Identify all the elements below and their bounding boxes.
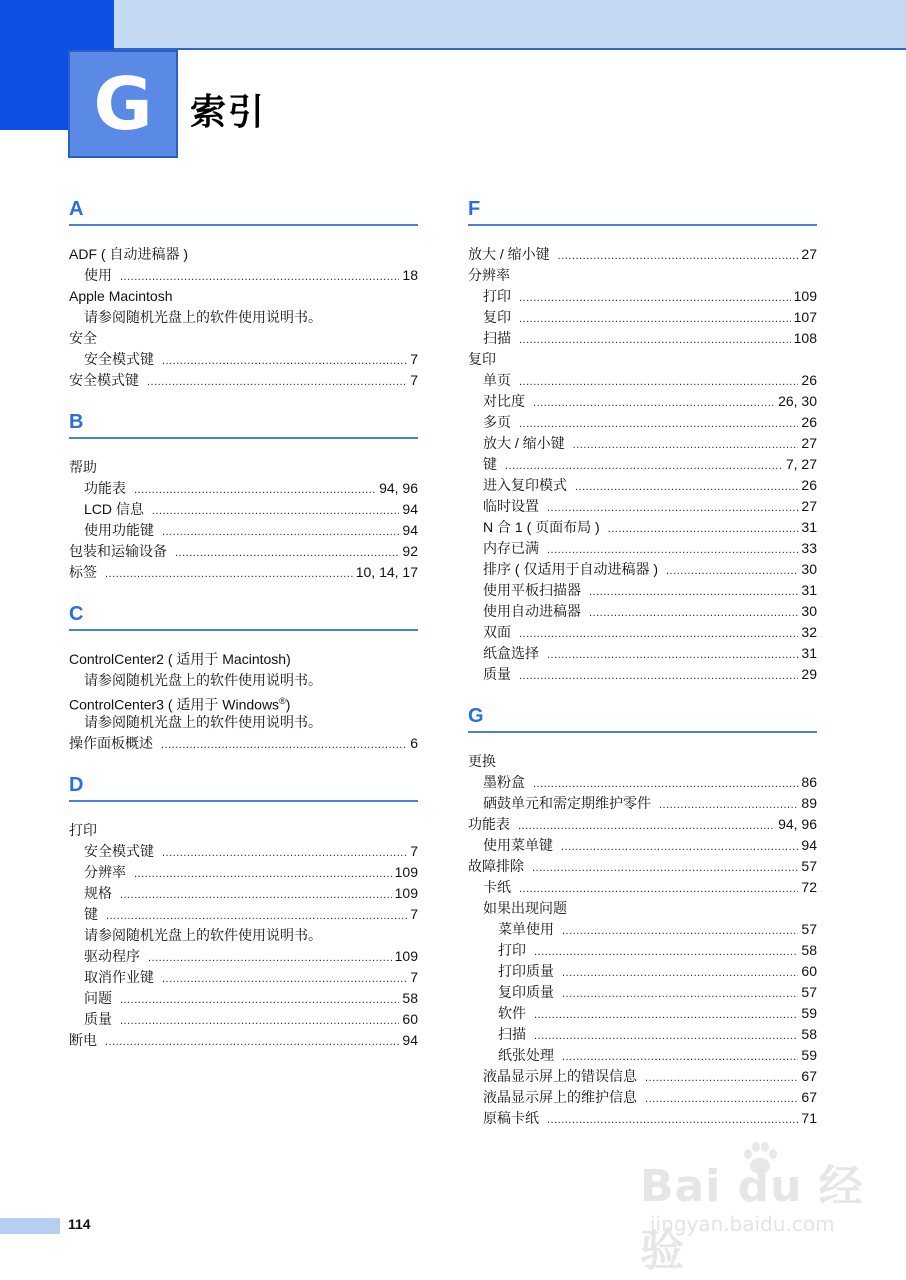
dot-leader xyxy=(534,1005,798,1026)
entry-term: 打印 xyxy=(483,288,511,304)
entry-page: 72 xyxy=(801,879,817,895)
entry-term: 使用自动进稿器 xyxy=(483,603,581,619)
entry-page: 109 xyxy=(394,864,418,880)
entry-term: ADF ( 自动进稿器 ) xyxy=(69,246,188,262)
entry-term: 如果出现问题 xyxy=(483,900,567,916)
entry-term: N 合 1 ( 页面布局 ) xyxy=(483,519,600,535)
dot-leader xyxy=(147,372,407,393)
entry-page: 94, 96 xyxy=(778,816,817,832)
entry-term: 安全模式键 xyxy=(84,351,154,367)
entry-page: 27 xyxy=(801,246,817,262)
index-entry xyxy=(468,601,817,622)
dot-leader xyxy=(519,624,798,645)
index-section xyxy=(69,597,418,754)
index-entry xyxy=(468,772,817,793)
entry-page: 59 xyxy=(801,1047,817,1063)
index-entry xyxy=(468,328,817,349)
dot-leader xyxy=(134,480,376,501)
entry-term: 使用 xyxy=(84,267,112,283)
entry-term: 单页 xyxy=(483,372,511,388)
entry-term: 分辨率 xyxy=(84,864,126,880)
entry-term: 功能表 xyxy=(468,816,510,832)
index-section xyxy=(69,192,418,391)
dot-leader xyxy=(589,582,798,603)
dot-leader xyxy=(134,864,392,885)
index-entry xyxy=(468,391,817,412)
dot-leader xyxy=(562,963,798,984)
entry-term: 规格 xyxy=(84,885,112,901)
index-entry xyxy=(468,559,817,580)
dot-leader xyxy=(120,990,399,1011)
dot-leader xyxy=(645,1068,798,1089)
entry-page: 67 xyxy=(801,1089,817,1105)
entry-page: 58 xyxy=(402,990,418,1006)
index-entry xyxy=(468,856,817,877)
entry-page: 94 xyxy=(801,837,817,853)
watermark-url: jingyan.baidu.com xyxy=(650,1212,835,1236)
index-entry xyxy=(69,649,418,670)
entry-page: 7 xyxy=(410,372,418,388)
dot-leader xyxy=(106,906,407,927)
entry-term: 扫描 xyxy=(498,1026,526,1042)
footer-tab xyxy=(0,1218,60,1234)
index-entry xyxy=(468,643,817,664)
entry-page: 57 xyxy=(801,921,817,937)
dot-leader xyxy=(105,1032,399,1053)
entry-term: 原稿卡纸 xyxy=(483,1110,539,1126)
entry-page: 57 xyxy=(801,858,817,874)
entry-term: 驱动程序 xyxy=(84,948,140,964)
index-entry xyxy=(468,622,817,643)
entry-term: 扫描 xyxy=(483,330,511,346)
entry-term: 复印质量 xyxy=(498,984,554,1000)
dot-leader xyxy=(105,564,353,585)
entry-page: 108 xyxy=(793,330,817,346)
entry-page: 18 xyxy=(402,267,418,283)
index-entry xyxy=(69,541,418,562)
dot-leader xyxy=(519,414,798,435)
dot-leader xyxy=(547,1110,798,1131)
dot-leader xyxy=(659,795,798,816)
entry-page: 7 xyxy=(410,351,418,367)
entry-page: 26 xyxy=(801,414,817,430)
entry-term: 问题 xyxy=(84,990,112,1006)
entry-page: 7 xyxy=(410,969,418,985)
entry-term: 键 xyxy=(84,906,98,922)
dot-leader xyxy=(547,540,798,561)
entry-term: 打印 xyxy=(498,942,526,958)
index-entry xyxy=(468,349,817,370)
index-entry xyxy=(468,1087,817,1108)
index-entry xyxy=(69,499,418,520)
index-entry xyxy=(468,517,817,538)
dot-leader xyxy=(608,519,799,540)
index-entry xyxy=(69,946,418,967)
index-entry xyxy=(468,307,817,328)
entry-term: 取消作业键 xyxy=(84,969,154,985)
index-section xyxy=(468,699,817,1129)
entry-page: 27 xyxy=(801,498,817,514)
dot-leader xyxy=(519,879,798,900)
entry-term: 使用平板扫描器 xyxy=(483,582,581,598)
index-entry xyxy=(69,1030,418,1051)
entry-page: 109 xyxy=(394,948,418,964)
header-rule xyxy=(114,48,906,50)
section-heading: A xyxy=(69,192,418,226)
entry-term: 包装和运输设备 xyxy=(69,543,167,559)
index-entry xyxy=(468,664,817,685)
dot-leader xyxy=(152,501,400,522)
entry-term: ControlCenter3 ( 适用于 Windows®) xyxy=(69,696,291,713)
index-entry xyxy=(468,982,817,1003)
index-entry xyxy=(468,580,817,601)
index-entry xyxy=(468,538,817,559)
entry-page: 60 xyxy=(801,963,817,979)
entry-term: 安全模式键 xyxy=(84,843,154,859)
entry-page: 31 xyxy=(801,519,817,535)
index-entry xyxy=(468,751,817,772)
index-entry xyxy=(69,988,418,1009)
dot-leader xyxy=(162,969,407,990)
dot-leader xyxy=(562,921,798,942)
entry-page: 89 xyxy=(801,795,817,811)
dot-leader xyxy=(120,885,392,906)
entry-page: 30 xyxy=(801,561,817,577)
entry-term: 放大 / 缩小键 xyxy=(483,435,565,451)
entry-term: 复印 xyxy=(483,309,511,325)
entry-term: 分辨率 xyxy=(468,267,510,283)
chapter-title: 索引 xyxy=(190,92,267,133)
dot-leader xyxy=(589,603,798,624)
index-entry xyxy=(69,733,418,754)
entry-term: 使用功能键 xyxy=(84,522,154,538)
entry-term: 液晶显示屏上的错误信息 xyxy=(483,1068,637,1084)
index-entry xyxy=(69,691,418,712)
entry-term: 卡纸 xyxy=(483,879,511,895)
index-entry xyxy=(468,793,817,814)
index-entry xyxy=(468,370,817,391)
index-entry xyxy=(69,265,418,286)
entry-term: 纸盒选择 xyxy=(483,645,539,661)
entry-page: 60 xyxy=(402,1011,418,1027)
chapter-letter: G xyxy=(68,50,178,158)
dot-leader xyxy=(547,498,798,519)
dot-leader xyxy=(532,858,798,879)
entry-term: 双面 xyxy=(483,624,511,640)
entry-page: 30 xyxy=(801,603,817,619)
entry-page: 92 xyxy=(402,543,418,559)
entry-term: 标签 xyxy=(69,564,97,580)
section-heading: C xyxy=(69,597,418,631)
index-entry xyxy=(468,877,817,898)
entry-term: 请参阅随机光盘上的软件使用说明书。 xyxy=(84,714,322,730)
dot-leader xyxy=(561,837,798,858)
index-entry xyxy=(468,814,817,835)
entry-term: 使用菜单键 xyxy=(483,837,553,853)
index-right-column xyxy=(468,192,817,1143)
index-entry xyxy=(468,496,817,517)
section-heading: D xyxy=(69,768,418,802)
watermark-logo: Bai du 经验 xyxy=(640,1161,864,1276)
index-entry xyxy=(69,712,418,733)
index-entry xyxy=(468,940,817,961)
index-entry xyxy=(468,412,817,433)
index-entry xyxy=(69,286,418,307)
dot-leader xyxy=(519,372,798,393)
entry-term: 对比度 xyxy=(483,393,525,409)
index-left-column xyxy=(69,192,418,1065)
index-entry xyxy=(468,898,817,919)
dot-leader xyxy=(518,816,775,837)
index-entry xyxy=(69,820,418,841)
entry-page: 109 xyxy=(394,885,418,901)
entry-term: 进入复印模式 xyxy=(483,477,567,493)
dot-leader xyxy=(575,477,798,498)
section-heading: B xyxy=(69,405,418,439)
index-entry xyxy=(468,475,817,496)
entry-term: 断电 xyxy=(69,1032,97,1048)
entry-term: 操作面板概述 xyxy=(69,735,153,751)
index-entry xyxy=(69,967,418,988)
entry-term: 墨粉盒 xyxy=(483,774,525,790)
entry-page: 27 xyxy=(801,435,817,451)
page-number: 114 xyxy=(68,1216,91,1232)
index-entry xyxy=(69,328,418,349)
index-entry xyxy=(468,1003,817,1024)
dot-leader xyxy=(162,843,407,864)
entry-term: 打印质量 xyxy=(498,963,554,979)
entry-page: 94 xyxy=(402,501,418,517)
dot-leader xyxy=(534,1026,798,1047)
section-heading: G xyxy=(468,699,817,733)
dot-leader xyxy=(519,288,791,309)
dot-leader xyxy=(562,984,798,1005)
index-entry xyxy=(69,862,418,883)
dot-leader xyxy=(162,522,399,543)
entry-term: 键 xyxy=(483,456,497,472)
index-entry xyxy=(468,1108,817,1129)
entry-page: 94 xyxy=(402,1032,418,1048)
index-entry xyxy=(69,925,418,946)
entry-term: 放大 / 缩小键 xyxy=(468,246,550,262)
index-entry xyxy=(69,457,418,478)
dot-leader xyxy=(666,561,798,582)
dot-leader xyxy=(161,735,407,756)
index-section xyxy=(69,768,418,1051)
index-entry xyxy=(69,520,418,541)
dot-leader xyxy=(533,774,798,795)
entry-term: Apple Macintosh xyxy=(69,288,173,304)
entry-page: 6 xyxy=(410,735,418,751)
entry-term: 内存已满 xyxy=(483,540,539,556)
entry-term: 软件 xyxy=(498,1005,526,1021)
dot-leader xyxy=(519,309,791,330)
dot-leader xyxy=(645,1089,798,1110)
dot-leader xyxy=(519,330,791,351)
entry-page: 10, 14, 17 xyxy=(355,564,418,580)
entry-page: 33 xyxy=(801,540,817,556)
entry-term: 硒鼓单元和需定期维护零件 xyxy=(483,795,651,811)
entry-page: 26 xyxy=(801,372,817,388)
index-entry xyxy=(468,919,817,940)
index-entry xyxy=(468,244,817,265)
index-entry xyxy=(468,835,817,856)
entry-page: 94 xyxy=(402,522,418,538)
entry-term: 打印 xyxy=(69,822,97,838)
dot-leader xyxy=(175,543,399,564)
index-entry xyxy=(69,244,418,265)
dot-leader xyxy=(562,1047,798,1068)
entry-page: 31 xyxy=(801,582,817,598)
index-entry xyxy=(69,670,418,691)
entry-term: 故障排除 xyxy=(468,858,524,874)
entry-term: 纸张处理 xyxy=(498,1047,554,1063)
entry-term: 临时设置 xyxy=(483,498,539,514)
index-entry xyxy=(69,478,418,499)
entry-term: 帮助 xyxy=(69,459,97,475)
dot-leader xyxy=(547,645,798,666)
baidu-watermark xyxy=(640,1150,870,1276)
entry-term: 质量 xyxy=(483,666,511,682)
dot-leader xyxy=(573,435,799,456)
index-entry xyxy=(468,265,817,286)
entry-page: 58 xyxy=(801,1026,817,1042)
index-entry xyxy=(69,841,418,862)
index-entry xyxy=(468,286,817,307)
index-entry xyxy=(69,883,418,904)
index-entry xyxy=(69,562,418,583)
entry-term: 请参阅随机光盘上的软件使用说明书。 xyxy=(84,672,322,688)
index-entry xyxy=(468,1045,817,1066)
entry-term: 质量 xyxy=(84,1011,112,1027)
dot-leader xyxy=(162,351,407,372)
index-entry xyxy=(69,307,418,328)
entry-term: 排序 ( 仅适用于自动进稿器 ) xyxy=(483,561,658,577)
dot-leader xyxy=(120,1011,399,1032)
entry-page: 86 xyxy=(801,774,817,790)
index-entry xyxy=(468,961,817,982)
entry-page: 71 xyxy=(801,1110,817,1126)
entry-term: 多页 xyxy=(483,414,511,430)
dot-leader xyxy=(519,666,798,687)
entry-term: 菜单使用 xyxy=(498,921,554,937)
index-entry xyxy=(69,1009,418,1030)
entry-page: 26 xyxy=(801,477,817,493)
dot-leader xyxy=(148,948,392,969)
entry-page: 32 xyxy=(801,624,817,640)
dot-leader xyxy=(558,246,799,267)
header-band xyxy=(0,0,906,50)
entry-term: 液晶显示屏上的维护信息 xyxy=(483,1089,637,1105)
entry-term: ControlCenter2 ( 适用于 Macintosh) xyxy=(69,651,291,667)
dot-leader xyxy=(534,942,798,963)
entry-page: 7 xyxy=(410,906,418,922)
entry-page: 67 xyxy=(801,1068,817,1084)
entry-page: 29 xyxy=(801,666,817,682)
index-entry xyxy=(69,904,418,925)
entry-page: 26, 30 xyxy=(778,393,817,409)
index-section xyxy=(69,405,418,583)
entry-term: 安全模式键 xyxy=(69,372,139,388)
dot-leader xyxy=(533,393,775,414)
dot-leader xyxy=(120,267,399,288)
entry-term: LCD 信息 xyxy=(84,501,144,517)
entry-term: 请参阅随机光盘上的软件使用说明书。 xyxy=(84,309,322,325)
index-entry xyxy=(468,454,817,475)
entry-page: 94, 96 xyxy=(379,480,418,496)
entry-page: 7 xyxy=(410,843,418,859)
entry-page: 59 xyxy=(801,1005,817,1021)
entry-page: 109 xyxy=(793,288,817,304)
entry-page: 58 xyxy=(801,942,817,958)
entry-page: 31 xyxy=(801,645,817,661)
entry-term: 功能表 xyxy=(84,480,126,496)
entry-term: 请参阅随机光盘上的软件使用说明书。 xyxy=(84,927,322,943)
entry-page: 7, 27 xyxy=(785,456,817,472)
dot-leader xyxy=(505,456,783,477)
entry-page: 57 xyxy=(801,984,817,1000)
index-entry xyxy=(468,433,817,454)
entry-term: 复印 xyxy=(468,351,496,367)
index-entry xyxy=(69,349,418,370)
entry-term: 安全 xyxy=(69,330,97,346)
index-entry xyxy=(468,1066,817,1087)
section-heading: F xyxy=(468,192,817,226)
index-entry xyxy=(468,1024,817,1045)
entry-page: 107 xyxy=(793,309,817,325)
index-entry xyxy=(69,370,418,391)
entry-term: 更换 xyxy=(468,753,496,769)
index-section xyxy=(468,192,817,685)
